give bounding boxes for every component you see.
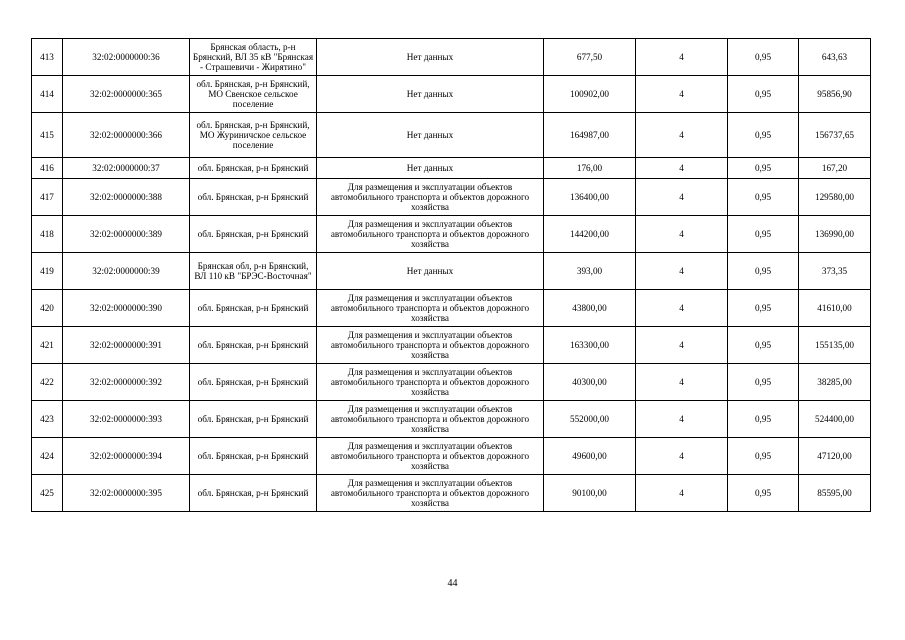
coefficient-cell: 0,95	[728, 438, 799, 475]
area-cell: 677,50	[544, 39, 636, 76]
row-number-cell: 416	[32, 158, 63, 179]
table-row	[32, 290, 871, 327]
area-cell: 163300,00	[544, 327, 636, 364]
address-cell: обл. Брянская, р-н Брянский	[190, 364, 317, 401]
category-cell: 4	[636, 76, 728, 113]
value-cell: 95856,90	[799, 76, 871, 113]
category-cell: 4	[636, 438, 728, 475]
permitted-use-cell: Для размещения и эксплуатации объектов автомобильного транспорта и объектов дорожного хозяйства	[317, 179, 544, 216]
category-cell: 4	[636, 253, 728, 290]
category-cell: 4	[636, 39, 728, 76]
value-cell: 85595,00	[799, 475, 871, 512]
area-cell: 164987,00	[544, 113, 636, 158]
row-number-cell: 414	[32, 76, 63, 113]
row-number-cell: 425	[32, 475, 63, 512]
area-cell: 40300,00	[544, 364, 636, 401]
table-row	[32, 401, 871, 438]
coefficient-cell: 0,95	[728, 158, 799, 179]
coefficient-cell: 0,95	[728, 39, 799, 76]
value-cell: 47120,00	[799, 438, 871, 475]
coefficient-cell: 0,95	[728, 216, 799, 253]
value-cell: 167,20	[799, 158, 871, 179]
address-cell: обл. Брянская, р-н Брянский	[190, 290, 317, 327]
coefficient-cell: 0,95	[728, 401, 799, 438]
permitted-use-cell: Для размещения и эксплуатации объектов автомобильного транспорта и объектов дорожного хозяйства	[317, 364, 544, 401]
category-cell: 4	[636, 179, 728, 216]
permitted-use-cell: Нет данных	[317, 39, 544, 76]
cadastral-number-cell: 32:02:0000000:395	[63, 475, 190, 512]
area-cell: 176,00	[544, 158, 636, 179]
cadastral-number-cell: 32:02:0000000:388	[63, 179, 190, 216]
category-cell: 4	[636, 290, 728, 327]
address-cell: обл. Брянская, р-н Брянский	[190, 179, 317, 216]
value-cell: 524400,00	[799, 401, 871, 438]
cadastral-number-cell: 32:02:0000000:392	[63, 364, 190, 401]
permitted-use-cell: Нет данных	[317, 158, 544, 179]
address-cell: обл. Брянская, р-н Брянский	[190, 216, 317, 253]
coefficient-cell: 0,95	[728, 327, 799, 364]
category-cell: 4	[636, 216, 728, 253]
table-row	[32, 179, 871, 216]
table-row	[32, 475, 871, 512]
coefficient-cell: 0,95	[728, 475, 799, 512]
value-cell: 136990,00	[799, 216, 871, 253]
permitted-use-cell: Нет данных	[317, 113, 544, 158]
permitted-use-cell: Нет данных	[317, 253, 544, 290]
land-plots-table	[31, 38, 871, 512]
value-cell: 156737,65	[799, 113, 871, 158]
category-cell: 4	[636, 364, 728, 401]
permitted-use-cell: Для размещения и эксплуатации объектов автомобильного транспорта и объектов дорожного хозяйства	[317, 475, 544, 512]
table-row	[32, 113, 871, 158]
table-row	[32, 39, 871, 76]
value-cell: 38285,00	[799, 364, 871, 401]
cadastral-number-cell: 32:02:0000000:39	[63, 253, 190, 290]
permitted-use-cell: Для размещения и эксплуатации объектов автомобильного транспорта и объектов дорожного хозяйства	[317, 327, 544, 364]
category-cell: 4	[636, 158, 728, 179]
table-row	[32, 158, 871, 179]
permitted-use-cell: Для размещения и эксплуатации объектов автомобильного транспорта и объектов дорожного хозяйства	[317, 216, 544, 253]
permitted-use-cell: Для размещения и эксплуатации объектов автомобильного транспорта и объектов дорожного хозяйства	[317, 290, 544, 327]
category-cell: 4	[636, 475, 728, 512]
coefficient-cell: 0,95	[728, 179, 799, 216]
cadastral-number-cell: 32:02:0000000:391	[63, 327, 190, 364]
table-row	[32, 327, 871, 364]
row-number-cell: 421	[32, 327, 63, 364]
row-number-cell: 413	[32, 39, 63, 76]
address-cell: обл. Брянская, р-н Брянский	[190, 158, 317, 179]
coefficient-cell: 0,95	[728, 253, 799, 290]
category-cell: 4	[636, 327, 728, 364]
permitted-use-cell: Для размещения и эксплуатации объектов автомобильного транспорта и объектов дорожного хозяйства	[317, 401, 544, 438]
area-cell: 49600,00	[544, 438, 636, 475]
area-cell: 100902,00	[544, 76, 636, 113]
row-number-cell: 423	[32, 401, 63, 438]
cadastral-number-cell: 32:02:0000000:394	[63, 438, 190, 475]
cadastral-number-cell: 32:02:0000000:389	[63, 216, 190, 253]
address-cell: обл. Брянская, р-н Брянский, МО Свенское сельское поселение	[190, 76, 317, 113]
row-number-cell: 424	[32, 438, 63, 475]
coefficient-cell: 0,95	[728, 364, 799, 401]
area-cell: 144200,00	[544, 216, 636, 253]
cadastral-number-cell: 32:02:0000000:390	[63, 290, 190, 327]
area-cell: 552000,00	[544, 401, 636, 438]
address-cell: обл. Брянская, р-н Брянский	[190, 327, 317, 364]
row-number-cell: 415	[32, 113, 63, 158]
category-cell: 4	[636, 113, 728, 158]
area-cell: 136400,00	[544, 179, 636, 216]
address-cell: обл. Брянская, р-н Брянский	[190, 401, 317, 438]
table-row	[32, 253, 871, 290]
address-cell: обл. Брянская, р-н Брянский	[190, 438, 317, 475]
category-cell: 4	[636, 401, 728, 438]
value-cell: 129580,00	[799, 179, 871, 216]
cadastral-number-cell: 32:02:0000000:366	[63, 113, 190, 158]
area-cell: 90100,00	[544, 475, 636, 512]
area-cell: 393,00	[544, 253, 636, 290]
row-number-cell: 419	[32, 253, 63, 290]
table-body	[32, 39, 871, 512]
table-row	[32, 216, 871, 253]
cadastral-number-cell: 32:02:0000000:36	[63, 39, 190, 76]
permitted-use-cell: Для размещения и эксплуатации объектов автомобильного транспорта и объектов дорожного хозяйства	[317, 438, 544, 475]
value-cell: 41610,00	[799, 290, 871, 327]
cadastral-number-cell: 32:02:0000000:365	[63, 76, 190, 113]
coefficient-cell: 0,95	[728, 76, 799, 113]
area-cell: 43800,00	[544, 290, 636, 327]
address-cell: Брянская область, р-н Брянский, ВЛ 35 кВ "Брянская - Страшевичи - Жирятино"	[190, 39, 317, 76]
address-cell: Брянская обл, р-н Брянский, ВЛ 110 кВ "БРЭС-Восточная"	[190, 253, 317, 290]
page-number: 44	[447, 578, 458, 589]
value-cell: 373,35	[799, 253, 871, 290]
coefficient-cell: 0,95	[728, 113, 799, 158]
permitted-use-cell: Нет данных	[317, 76, 544, 113]
cadastral-number-cell: 32:02:0000000:393	[63, 401, 190, 438]
row-number-cell: 422	[32, 364, 63, 401]
row-number-cell: 420	[32, 290, 63, 327]
table-row	[32, 364, 871, 401]
value-cell: 155135,00	[799, 327, 871, 364]
row-number-cell: 418	[32, 216, 63, 253]
address-cell: обл. Брянская, р-н Брянский, МО Журиничское сельское поселение	[190, 113, 317, 158]
value-cell: 643,63	[799, 39, 871, 76]
table-row	[32, 76, 871, 113]
cadastral-number-cell: 32:02:0000000:37	[63, 158, 190, 179]
address-cell: обл. Брянская, р-н Брянский	[190, 475, 317, 512]
row-number-cell: 417	[32, 179, 63, 216]
table-row	[32, 438, 871, 475]
coefficient-cell: 0,95	[728, 290, 799, 327]
